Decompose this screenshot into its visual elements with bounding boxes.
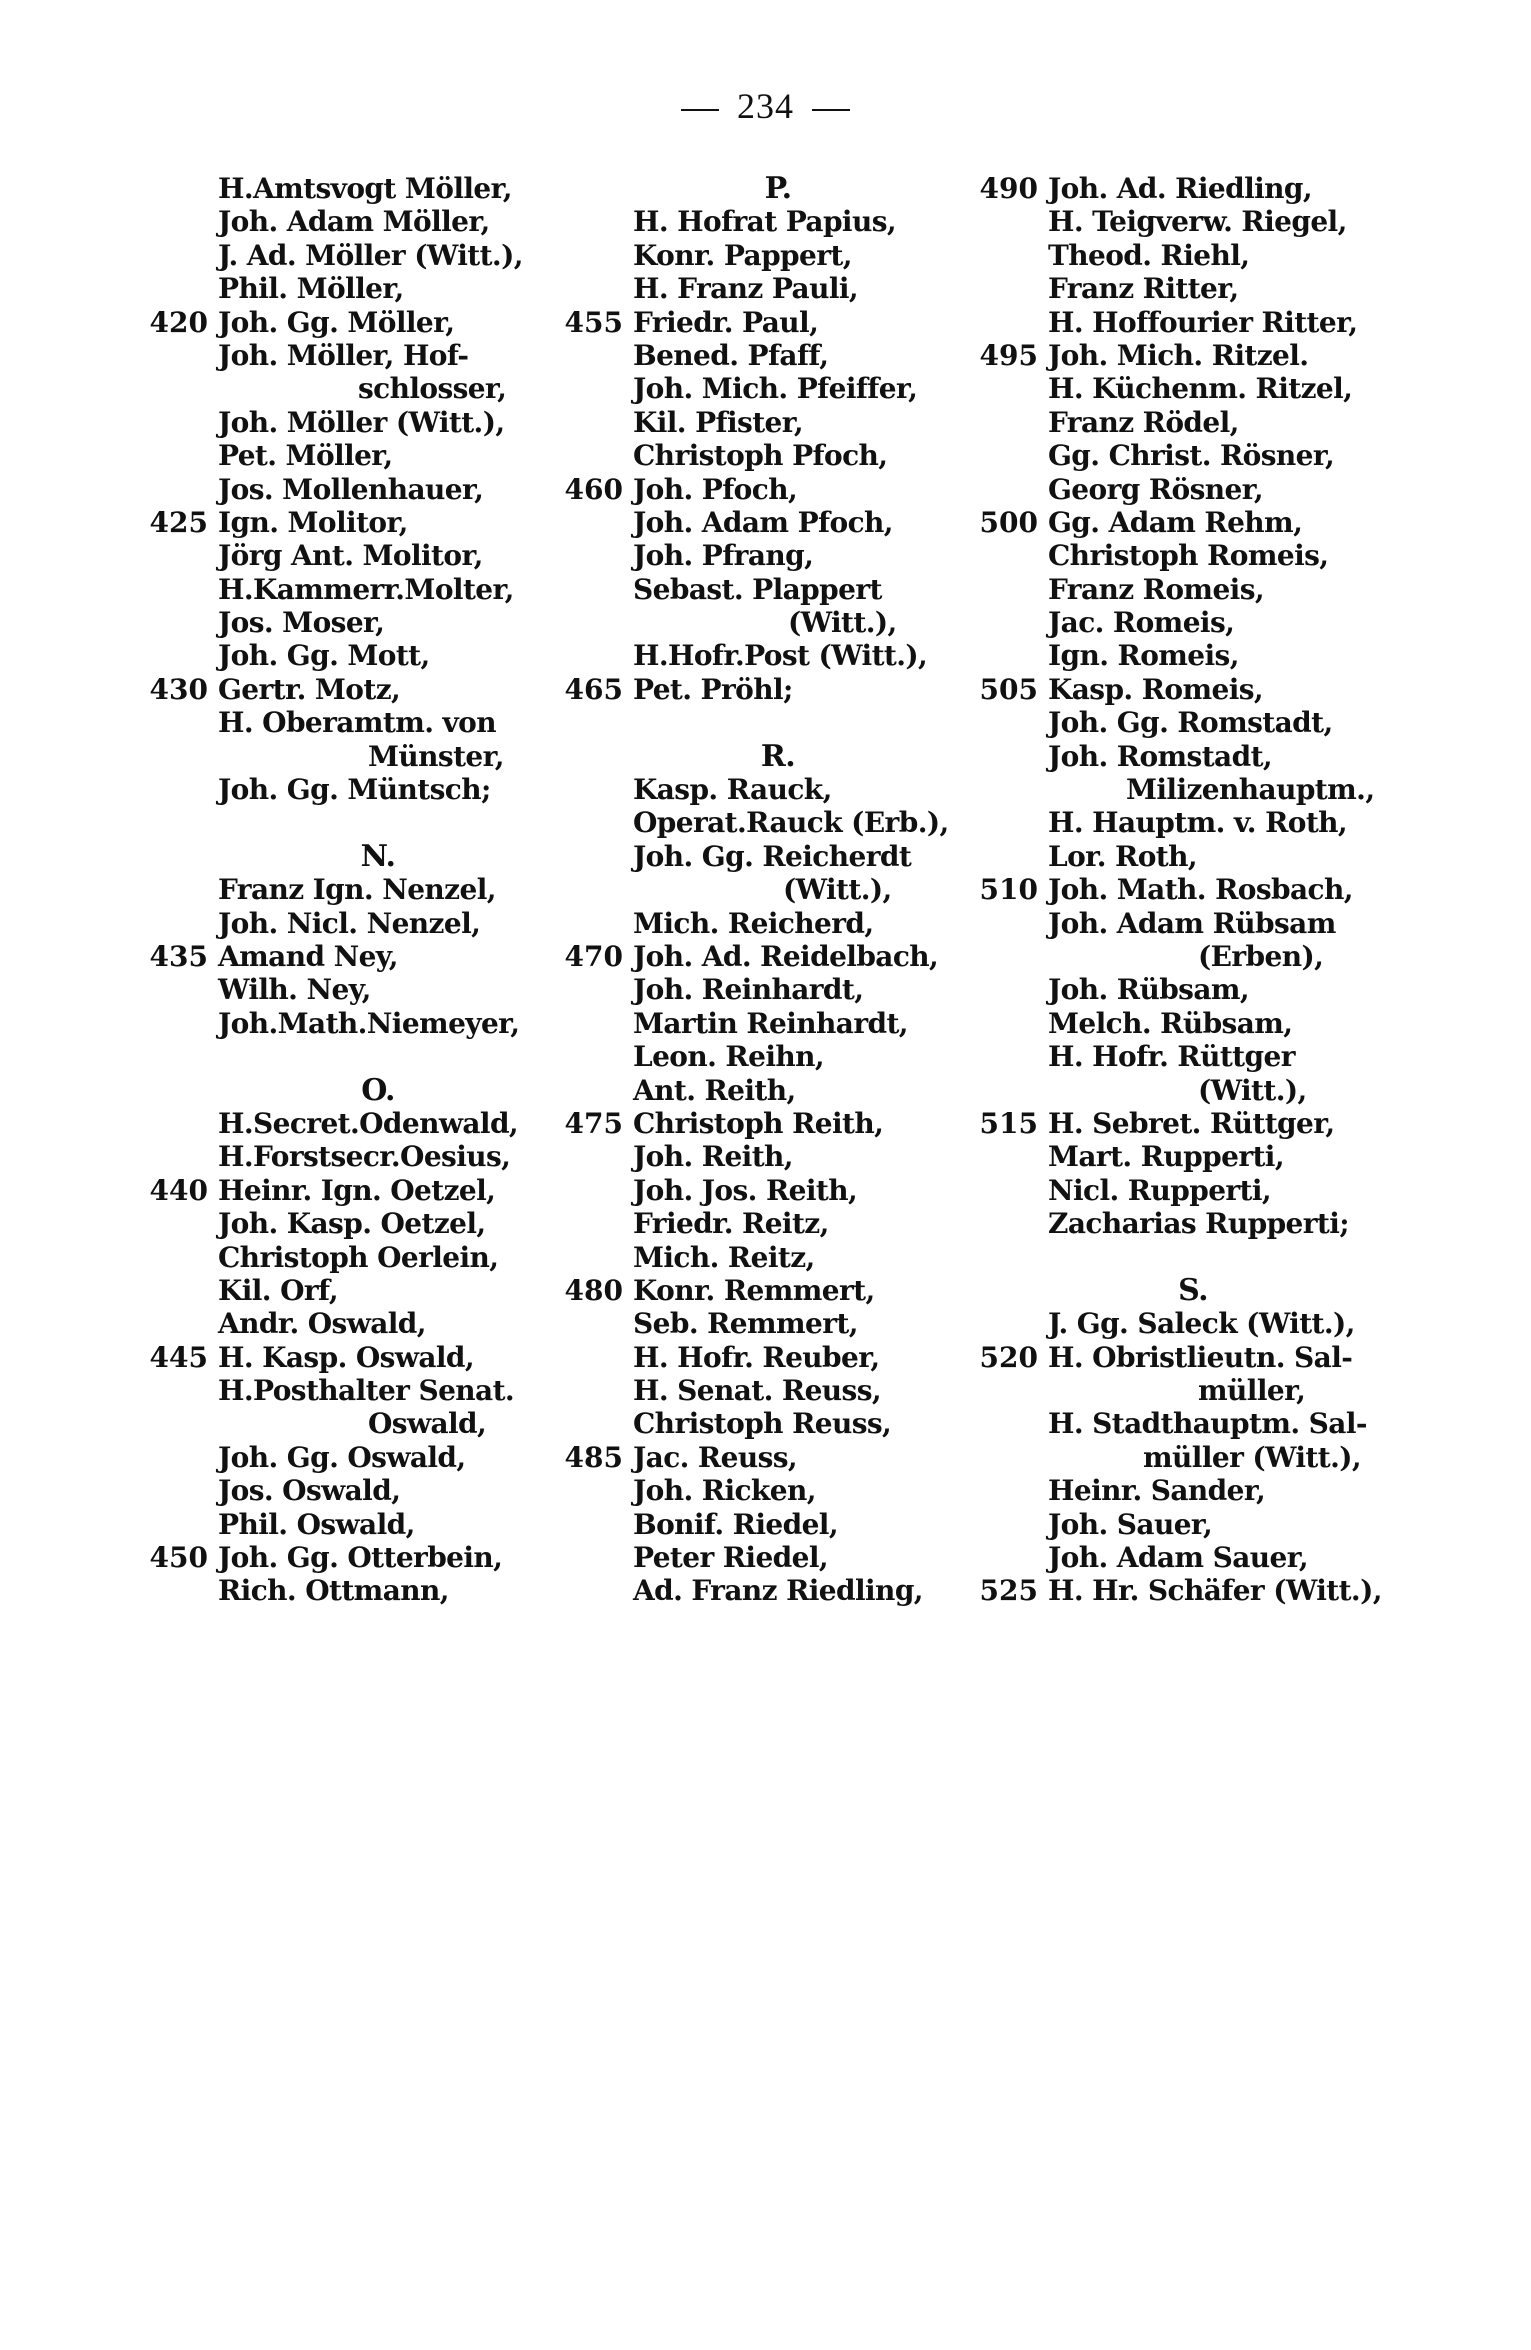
entry-name: Joh. Adam Möller, [218,205,490,239]
list-entry [960,1474,1440,1507]
list-entry [960,1407,1440,1440]
entry-name: Joh.Math.Niemeyer, [218,1006,520,1040]
entry-continuation-line [130,1407,550,1440]
entry-name: Christoph Romeis, [1048,539,1329,573]
entry-name: H. Kasp. Oswald, [218,1340,475,1374]
entry-name: Andr. Oswald, [218,1307,426,1341]
entry-name: Kil. Orf, [218,1273,339,1307]
entry-name: Joh. Pfoch, [633,472,798,506]
entry-name: H.Hofr.Post (Witt.), [633,639,928,673]
entry-name: H.Posthalter Senat. [218,1374,515,1408]
entry-name: Münster, [368,739,504,773]
entry-number: 450 [149,1541,208,1575]
entry-continuation-line [960,1374,1440,1407]
entry-name: Joh. Sauer, [1048,1507,1213,1541]
list-entry [960,1341,1440,1374]
list-entry [130,973,550,1006]
list-entry [130,506,550,539]
list-entry [960,673,1440,706]
entry-name: Joh. Math. Rosbach, [1048,873,1353,907]
list-entry [130,907,550,940]
entry-name: Joh. Pfrang, [633,539,814,573]
entry-name: Theod. Riehl, [1048,238,1250,272]
entry-name: H. Senat. Reuss, [633,1374,882,1408]
list-entry [130,673,550,706]
entry-name: Franz Romeis, [1048,572,1265,606]
entry-name: müller (Witt.), [1143,1440,1362,1474]
list-entry [545,539,965,572]
list-entry [960,606,1440,639]
entry-number: 510 [979,873,1038,907]
entry-name: Bonif. Riedel, [633,1507,838,1541]
entry-name: Georg Rösner, [1048,472,1264,506]
entry-name: Christoph Reuss, [633,1407,892,1441]
entry-name: Friedr. Paul, [633,305,819,339]
list-entry [545,1207,965,1240]
list-entry [130,172,550,205]
entry-name: Joh. Mich. Ritzel. [1048,338,1309,372]
list-entry [130,706,550,739]
list-entry [545,1107,965,1140]
entry-name: Joh. Möller (Witt.), [218,405,505,439]
list-entry [130,1007,550,1040]
entry-name: schlosser, [358,372,507,406]
list-entry [130,1140,550,1173]
list-entry [130,1241,550,1274]
entry-name: Joh. Gg. Otterbein, [218,1541,503,1575]
list-entry [960,205,1440,238]
section-letter-heading [130,1074,550,1107]
entry-name: Rich. Ottmann, [218,1574,449,1608]
entry-name: Joh. Möller, Hof- [218,338,469,372]
list-entry [130,1307,550,1340]
entry-name: Bened. Pfaff, [633,338,829,372]
list-entry [545,1508,965,1541]
entry-name: J. Ad. Möller (Witt.), [218,238,523,272]
list-entry [545,1541,965,1574]
entry-name: Mich. Reicherd, [633,906,874,940]
entry-name: H. Obristlieutn. Sal- [1048,1340,1353,1374]
list-entry [130,439,550,472]
entry-name: Joh. Gg. Möller, [218,305,455,339]
entry-name: H. Oberamtm. von [218,706,497,740]
entry-name: Joh. Reith, [633,1140,793,1174]
entry-name: Joh. Rübsam, [1048,973,1250,1007]
entry-name: Mart. Rupperti, [1048,1140,1284,1174]
entry-name: Mich. Reitz, [633,1240,815,1274]
list-entry [130,1441,550,1474]
entry-number: 495 [979,338,1038,372]
entry-name: Jos. Moser, [218,606,385,640]
entry-name: Joh. Gg. Müntsch; [218,773,491,807]
list-entry [545,973,965,1006]
list-entry [545,1174,965,1207]
entry-name: Joh. Gg. Reicherdt [633,839,912,873]
entry-continuation-line [960,773,1440,806]
entry-name: Oswald, [368,1407,487,1441]
entry-name: Joh. Reinhardt, [633,973,864,1007]
list-entry [960,439,1440,472]
entry-number: 425 [149,505,208,539]
entry-name: Franz Ritter, [1048,272,1239,306]
entry-name: müller, [1198,1374,1306,1408]
list-entry [545,1140,965,1173]
entry-name: Ant. Reith, [633,1073,796,1107]
list-entry [960,1007,1440,1040]
blank-line [960,1241,1440,1274]
entry-name: Kil. Pfister, [633,405,804,439]
list-entry [130,1274,550,1307]
entry-number: 480 [564,1273,623,1307]
entry-name: Phil. Möller, [218,272,404,306]
list-entry [545,406,965,439]
entry-number: 440 [149,1173,208,1207]
section-letter-heading [960,1274,1440,1307]
entry-name: Joh. Gg. Romstadt, [1048,706,1333,740]
list-entry [545,673,965,706]
list-entry [545,907,965,940]
entry-name: Jörg Ant. Molitor, [218,539,483,573]
entry-name: Pet. Möller, [218,439,393,473]
list-entry [545,1441,965,1474]
list-entry [960,1140,1440,1173]
list-entry [130,1508,550,1541]
entry-name: H.Secret.Odenwald, [218,1106,519,1140]
list-entry [960,907,1440,940]
entry-name: Jos. Mollenhauer, [218,472,484,506]
entry-name: Joh. Adam Rübsam [1048,906,1336,940]
entry-name: (Witt.), [788,606,897,640]
list-entry [130,1107,550,1140]
entry-number: 460 [564,472,623,506]
entry-name: Joh. Ricken, [633,1474,816,1508]
entry-name: Amand Ney, [218,939,398,973]
entry-name: Jac. Reuss, [633,1440,798,1474]
entry-name: H. Teigverw. Riegel, [1048,205,1347,239]
entry-name: Gg. Christ. Rösner, [1048,439,1335,473]
list-entry [130,1541,550,1574]
list-entry [960,1040,1440,1073]
entry-name: (Erben), [1198,939,1324,973]
list-entry [960,806,1440,839]
list-entry [545,272,965,305]
entry-name: Joh. Adam Sauer, [1048,1541,1308,1575]
list-entry [545,1040,965,1073]
header-dash-right [812,109,850,111]
list-entry [960,873,1440,906]
entry-name: Peter Riedel, [633,1541,829,1575]
entry-name: H. Hofrat Papius, [633,205,897,239]
list-entry [130,1174,550,1207]
list-entry [130,940,550,973]
entry-name: Kasp. Rauck, [633,773,832,807]
section-letter-heading [545,740,965,773]
list-entry [130,205,550,238]
entry-name: H.Forstsecr.Oesius, [218,1140,511,1174]
entry-name: (Witt.), [783,873,892,907]
list-entry [960,573,1440,606]
entry-name: Lor. Roth, [1048,839,1198,873]
list-entry [130,773,550,806]
entry-continuation-line [960,940,1440,973]
entry-name: Leon. Reihn, [633,1040,825,1074]
entry-name: Seb. Remmert, [633,1307,858,1341]
entry-name: Franz Rödel, [1048,405,1239,439]
entry-name: Zacharias Rupperti; [1048,1207,1350,1241]
entry-name: Gg. Adam Rehm, [1048,505,1303,539]
list-entry [130,573,550,606]
list-entry [960,272,1440,305]
list-entry [130,873,550,906]
entry-continuation-line [130,740,550,773]
list-entry [545,1341,965,1374]
entry-name: J. Gg. Saleck (Witt.), [1048,1307,1355,1341]
list-entry [960,740,1440,773]
entry-number: 490 [979,172,1038,205]
entry-name: Franz Ign. Nenzel, [218,873,496,907]
entry-number: 445 [149,1340,208,1374]
list-entry [130,1341,550,1374]
entry-number: 435 [149,939,208,973]
entry-name: Sebast. Plappert [633,572,882,606]
entry-number: 470 [564,939,623,973]
entry-name: (Witt.), [1198,1073,1307,1107]
list-entry [130,339,550,372]
list-entry [960,840,1440,873]
entry-name: Joh. Gg. Mott, [218,639,430,673]
list-entry [545,639,965,672]
list-entry [960,1107,1440,1140]
entry-name: Martin Reinhardt, [633,1006,908,1040]
entry-name: Ign. Romeis, [1048,639,1239,673]
heading-letter: S. [1178,1272,1208,1308]
entry-continuation-line [960,1074,1440,1107]
list-entry [130,473,550,506]
list-entry [960,506,1440,539]
entry-name: Joh. Nicl. Nenzel, [218,906,481,940]
list-entry [960,406,1440,439]
entry-name: Friedr. Reitz, [633,1207,829,1241]
entry-name: Nicl. Rupperti, [1048,1173,1272,1207]
entry-number: 420 [149,305,208,339]
heading-letter: N. [360,838,396,874]
entry-name: Konr. Remmert, [633,1273,875,1307]
column-right [960,172,1440,1608]
list-entry [545,940,965,973]
header-dash-left [681,109,719,111]
entry-name: H. Franz Pauli, [633,272,859,306]
entry-number: 485 [564,1440,623,1474]
entry-name: Melch. Rübsam, [1048,1006,1293,1040]
list-entry [545,473,965,506]
list-entry [545,1474,965,1507]
entry-continuation-line [960,1441,1440,1474]
entry-name: H. Hoffourier Ritter, [1048,305,1358,339]
page-number-header [0,84,1531,128]
entry-number: 505 [979,672,1038,706]
list-entry [545,372,965,405]
entry-name: Heinr. Sander, [1048,1474,1266,1508]
entry-name: H. Sebret. Rüttger, [1048,1106,1335,1140]
list-entry [545,306,965,339]
list-entry [545,1307,965,1340]
entry-name: Pet. Pröhl; [633,672,793,706]
blank-line [545,706,965,739]
entry-name: Christoph Oerlein, [218,1240,499,1274]
list-entry [960,1174,1440,1207]
list-entry [545,1274,965,1307]
list-entry [960,1508,1440,1541]
heading-letter: P. [764,171,792,206]
list-entry [545,1241,965,1274]
list-entry [545,1407,965,1440]
blank-line [130,806,550,839]
entry-name: Joh. Adam Pfoch, [633,505,893,539]
list-entry [960,1541,1440,1574]
entry-name: Joh. Ad. Reidelbach, [633,939,939,973]
entry-name: Konr. Pappert, [633,238,852,272]
list-entry [960,306,1440,339]
entry-name: Joh. Gg. Oswald, [218,1440,466,1474]
entry-name: Jos. Oswald, [218,1474,401,1508]
list-entry [130,272,550,305]
list-entry [130,539,550,572]
entry-name: Kasp. Romeis, [1048,672,1264,706]
entry-number: 455 [564,305,623,339]
list-entry [130,306,550,339]
entry-number: 430 [149,672,208,706]
list-entry [960,539,1440,572]
entry-name: Milizenhauptm., [1126,773,1375,807]
entry-name: Gertr. Motz, [218,672,401,706]
list-entry [130,639,550,672]
list-entry [130,1574,550,1607]
heading-letter: O. [361,1072,395,1108]
column-left [130,172,550,1608]
page-number: 234 [737,86,794,126]
entry-name: H.Kammerr.Molter, [218,572,514,606]
list-entry [960,239,1440,272]
entry-name: Joh. Jos. Reith, [633,1173,858,1207]
list-entry [545,339,965,372]
entry-name: Joh. Ad. Riedling, [1048,172,1313,205]
list-entry [130,239,550,272]
entry-continuation-line [130,372,550,405]
list-entry [545,506,965,539]
list-entry [960,473,1440,506]
list-entry [130,1374,550,1407]
entry-number: 515 [979,1106,1038,1140]
entry-name: H. Hr. Schäfer (Witt.), [1048,1574,1382,1608]
list-entry [545,806,965,839]
entry-name: H. Hofr. Reuber, [633,1340,880,1374]
entry-name: Heinr. Ign. Oetzel, [218,1173,496,1207]
list-entry [960,1207,1440,1240]
list-entry [545,439,965,472]
entry-continuation-line [545,873,965,906]
list-entry [545,239,965,272]
entry-name: Ign. Molitor, [218,505,408,539]
entry-name: H.Amtsvogt Möller, [218,172,512,205]
entry-number: 500 [979,505,1038,539]
entry-name: Christoph Reith, [633,1106,884,1140]
entry-name: H. Küchenm. Ritzel, [1048,372,1353,406]
list-entry [130,1474,550,1507]
entry-name: Wilh. Ney, [218,973,371,1007]
list-entry [960,1574,1440,1607]
entry-number: 465 [564,672,623,706]
entry-number: 525 [979,1574,1038,1608]
list-entry [960,639,1440,672]
list-entry [960,372,1440,405]
entry-name: Ad. Franz Riedling, [633,1574,923,1608]
list-entry [960,973,1440,1006]
entry-name: H. Hauptm. v. Roth, [1048,806,1348,840]
section-letter-heading [130,840,550,873]
entry-name: Phil. Oswald, [218,1507,415,1541]
entry-name: H. Stadthauptm. Sal- [1048,1407,1367,1441]
list-entry [130,1207,550,1240]
list-entry [545,840,965,873]
blank-line [130,1040,550,1073]
column-middle [545,172,965,1608]
entry-number: 520 [979,1340,1038,1374]
list-entry [130,606,550,639]
heading-letter: R. [760,738,796,774]
entry-name: Christoph Pfoch, [633,439,888,473]
list-entry [130,406,550,439]
entry-name: Operat.Rauck (Erb.), [633,806,949,840]
entry-continuation-line [545,606,965,639]
entry-name: Joh. Mich. Pfeiffer, [633,372,918,406]
list-entry [545,1007,965,1040]
list-entry [545,573,965,606]
entry-name: Jac. Romeis, [1048,606,1235,640]
list-entry [545,1574,965,1607]
entry-number: 475 [564,1106,623,1140]
list-entry [545,773,965,806]
list-entry [960,172,1440,205]
list-entry [960,706,1440,739]
entry-name: H. Hofr. Rüttger [1048,1040,1295,1074]
entry-name: Joh. Romstadt, [1048,739,1273,773]
entry-name: Joh. Kasp. Oetzel, [218,1207,486,1241]
list-entry [960,1307,1440,1340]
list-entry [545,205,965,238]
list-entry [545,1074,965,1107]
section-letter-heading [545,172,965,205]
list-entry [545,1374,965,1407]
list-entry [960,339,1440,372]
